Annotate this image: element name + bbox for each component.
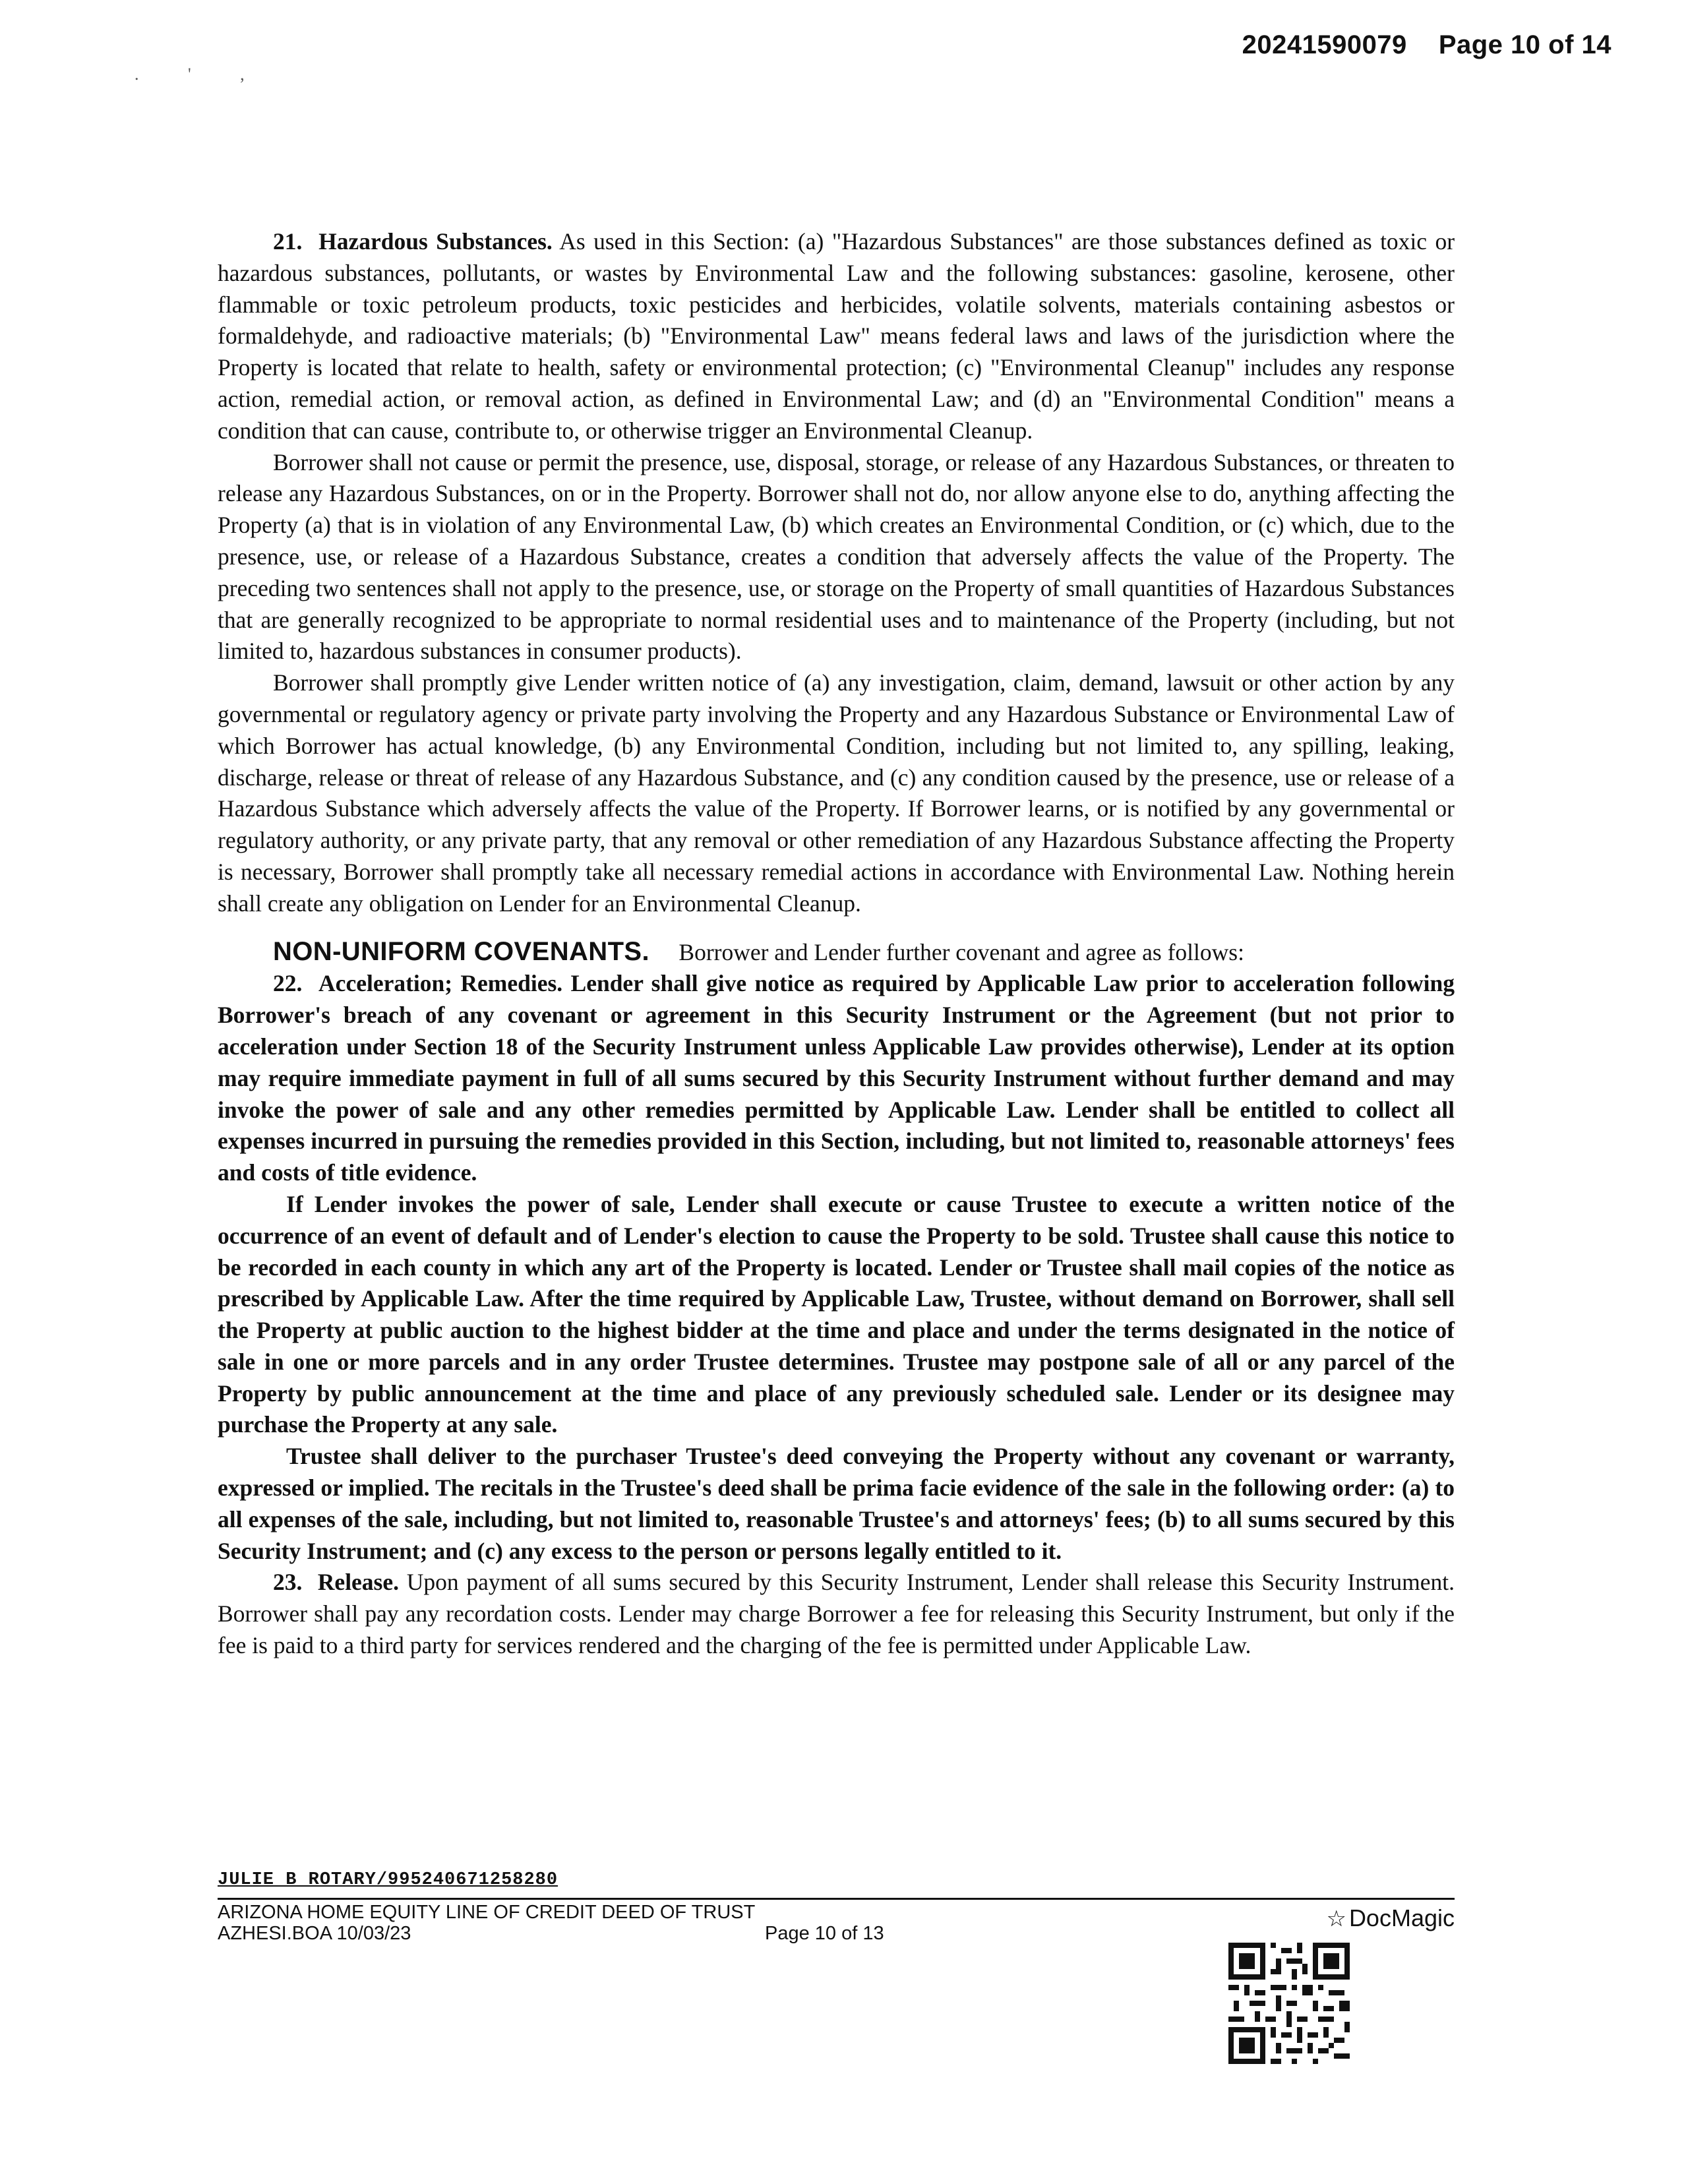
- qr-code-icon: [1228, 1943, 1350, 2064]
- docmagic-logo: [1326, 1904, 1455, 1932]
- section-21-heading: Hazardous Substances.: [318, 228, 553, 255]
- section-21-paragraph-1: [218, 226, 1455, 447]
- non-uniform-covenants: [218, 936, 1455, 969]
- section-23-number: 23.: [273, 1569, 303, 1596]
- footer-divider: [218, 1898, 1455, 1900]
- document-body: [218, 226, 1455, 1662]
- recording-page-label: Page 10 of 14: [1438, 30, 1612, 59]
- star-icon: ☆: [1326, 1906, 1346, 1931]
- section-22-paragraph-1: [218, 968, 1455, 1189]
- form-code: AZHESI.BOA 10/03/23: [218, 1923, 411, 1944]
- scan-specks: . ' ,: [135, 65, 267, 84]
- section-23-paragraph: [218, 1567, 1455, 1661]
- recording-header: [1242, 30, 1612, 60]
- section-21-number: 21.: [273, 228, 303, 255]
- form-footer: [218, 1870, 1455, 1944]
- document-number: 20241590079: [1242, 30, 1407, 59]
- section-22-paragraph-2: If Lender invokes the power of sale, Lender shall execute or cause Trustee to execute a written notice of the occurrence of an event of default and of Lender's election to cause the Property to be sold. Trustee shall cause this notice to be recorded in each county in which any art of the Property is located. Lender or Trustee shall mail copies of the notice as prescribed by Applicable Law. After the time required by Applicable Law, Trustee, without demand on Borrower, shall sell the Property at public auction to the highest bidder at the time and place and under the terms designated in the notice of sale in one or more parcels and in any order Trustee determines. Trustee may postpone sale of all or any parcel of the Property by public announcement at the time and place of any previously scheduled sale. Lender or its designee may purchase the Property at any sale.: [218, 1190, 1455, 1438]
- section-22-text-1: Acceleration; Remedies. Lender shall give notice as required by Applicable Law prior to acceleration following Borrower's breach of any covenant or agreement in this Security Instrument or the Agreement (but not prior to acceleration under Section 18 of the Security Instrument unless Applicable Law provides otherwise), Lender at its option may require immediate payment in full of all sums secured by this Security Instrument without further demand and may invoke the power of sale and any other remedies permitted by Applicable Law. Lender shall be entitled to collect all expenses incurred in pursuing the remedies provided in this Section, including, but not limited to, reasonable attorneys' fees and costs of title evidence.: [218, 970, 1455, 1186]
- borrower-loan-id: JULIE B ROTARY/995240671258280: [218, 1870, 558, 1890]
- form-title: ARIZONA HOME EQUITY LINE OF CREDIT DEED OF TRUST: [218, 1902, 756, 1923]
- section-21-paragraph-2: Borrower shall not cause or permit the presence, use, disposal, storage, or release of any Hazardous Substances, or threaten to release any Hazardous Substances, on or in the Property. Borrower shall not do, nor allow anyone else to do, anything affecting the Property (a) that is in violation of any Environmental Law, (b) which creates an Environmental Condition, or (c) which, due to the presence, use, or release of a Hazardous Substance, creates a condition that adversely affects the value of the Property. The preceding two sentences shall not apply to the presence, use, or storage on the Property of small quantities of Hazardous Substances that are generally recognized to be appropriate to normal residential uses and to maintenance of the Property (including, but not limited to, hazardous substances in consumer products).: [218, 448, 1455, 665]
- non-uniform-heading: NON-UNIFORM COVENANTS.: [273, 936, 650, 966]
- form-page-number: Page 10 of 13: [765, 1923, 884, 1944]
- section-21-paragraph-3: Borrower shall promptly give Lender written notice of (a) any investigation, claim, demand, lawsuit or other action by any governmental or regulatory agency or private party involving the Property and any Hazardous Substance or Environmental Law of which Borrower has actual knowledge, (b) any Environmental Condition, including but not limited to, any spilling, leaking, discharge, release or threat of release of any Hazardous Substance, and (c) any condition caused by the presence, use or release of a Hazardous Substance which adversely affects the value of the Property. If Borrower learns, or is notified by any governmental or regulatory authority, or any private party, that any removal or other remediation of any Hazardous Substance affecting the Property is necessary, Borrower shall promptly take all necessary remedial actions in accordance with Environmental Law. Nothing herein shall create any obligation on Lender for an Environmental Cleanup.: [218, 669, 1455, 917]
- section-23-text: Upon payment of all sums secured by this Security Instrument, Lender shall release this Security Instrument. Borrower shall pay any recordation costs. Lender may charge Borrower a fee for releasing this Security Instrument, but only if the fee is paid to a third party for services rendered and the charging of the fee is permitted under Applicable Law.: [218, 1569, 1455, 1659]
- section-21-text-1: As used in this Section: (a) "Hazardous Substances" are those substances defined as toxic or hazardous substances, pollutants, or wastes by Environmental Law and the following substances: gasoline, kerosene, other flammable or toxic petroleum products, toxic pesticides and herbicides, volatile solvents, materials containing asbestos or formaldehyde, and radioactive materials; (b) "Environmental Law" means federal laws and laws of the jurisdiction where the Property is located that relate to health, safety or environmental protection; (c) "Environmental Cleanup" includes any response action, remedial action, or removal action, as defined in Environmental Law; and (d) an "Environmental Condition" means a condition that can cause, contribute to, or otherwise trigger an Environmental Cleanup.: [218, 228, 1455, 444]
- section-22-paragraph-3: Trustee shall deliver to the purchaser Trustee's deed conveying the Property without any covenant or warranty, expressed or implied. The recitals in the Trustee's deed shall be prima facie evidence of the sale in the following order: (a) to all expenses of the sale, including, but not limited to, reasonable Trustee's and attorneys' fees; (b) to all sums secured by this Security Instrument; and (c) any excess to the person or persons legally entitled to it.: [218, 1443, 1455, 1564]
- section-23-heading: Release.: [317, 1569, 400, 1596]
- brand-name: DocMagic: [1348, 1904, 1455, 1931]
- non-uniform-intro: Borrower and Lender further covenant and agree as follows:: [678, 938, 1244, 965]
- section-22-number: 22.: [273, 970, 303, 997]
